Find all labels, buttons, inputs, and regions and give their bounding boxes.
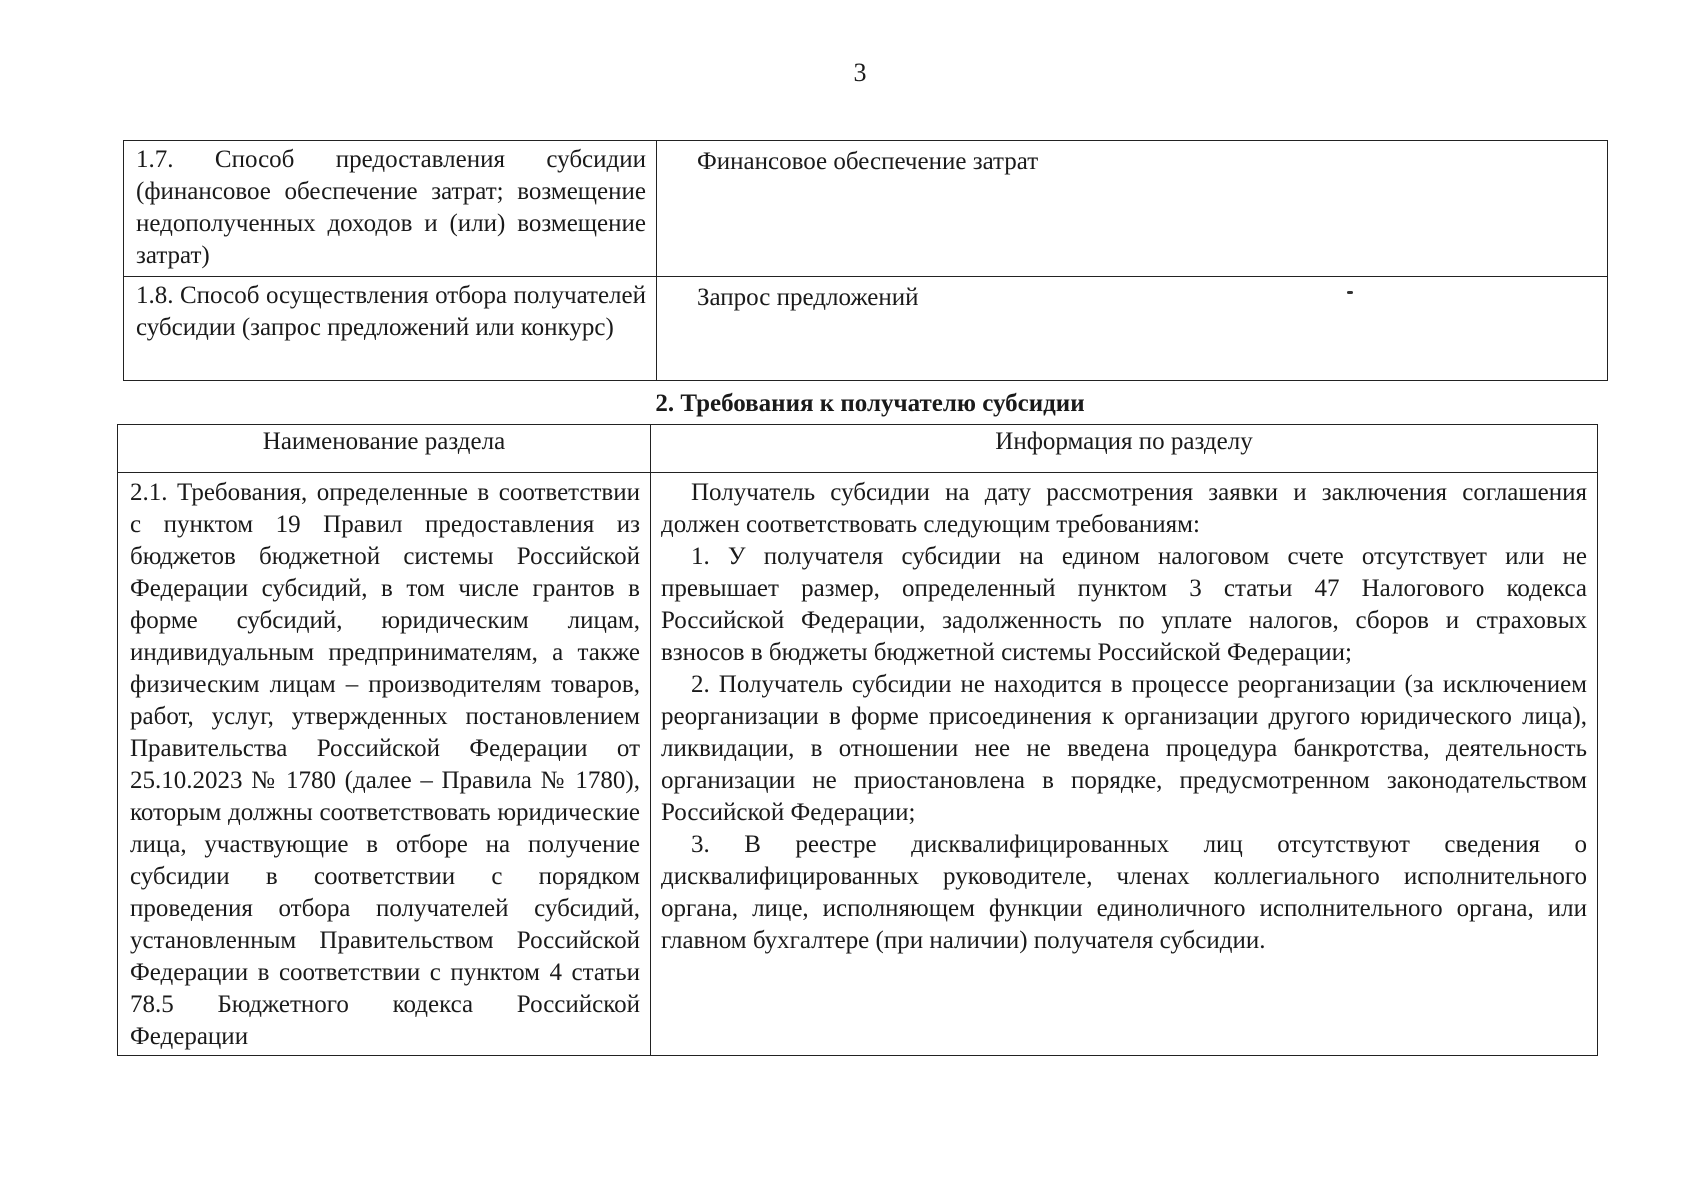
column-header-section-name: Наименование раздела	[118, 425, 651, 473]
requirement-item-3: 3. В реестре дисквалифицированных лиц отсутствуют сведения о дисквалифицированных руководителе, членах коллегиального исполнительного органа, лице, исполняющем функции единоличного исполнительного органа, или главном бухгалтере (при наличии) получателя субсидии.	[661, 831, 1587, 954]
page-number: 3	[853, 58, 867, 87]
section-title: 2. Требования к получателю субсидии	[655, 390, 1085, 417]
row-label-1-7: 1.7. Способ предоставления субсидии (финансовое обеспечение затрат; возмещение недополученных доходов и (или) возмещение затрат)	[124, 141, 657, 277]
row-value-1-8: Запрос предложений	[657, 277, 1608, 381]
requirements-intro: Получатель субсидии на дату рассмотрения заявки и заключения соглашения должен соответствовать следующим требованиям:	[661, 479, 1587, 538]
column-header-section-info: Информация по разделу	[651, 425, 1598, 473]
table-row	[124, 141, 1608, 277]
requirements-text	[651, 473, 1598, 1056]
table-row	[118, 473, 1598, 1056]
row-value-1-7: Финансовое обеспечение затрат	[657, 141, 1608, 277]
subsidy-method-table	[123, 140, 1608, 381]
stray-pen-mark	[1347, 291, 1353, 294]
table-row	[124, 277, 1608, 381]
requirements-table	[117, 424, 1598, 1056]
requirement-item-1: 1. У получателя субсидии на едином налоговом счете отсутствует или не превышает размер, определенный пунктом 3 статьи 47 Налогового кодекса Российской Федерации, задолженность по уплате налогов, сборов и страховых взносов в бюджеты бюджетной системы Российской Федерации;	[661, 543, 1587, 666]
table-header-row	[118, 425, 1598, 473]
row-label-1-8: 1.8. Способ осуществления отбора получателей субсидии (запрос предложений или конкурс)	[124, 277, 657, 381]
row-label-2-1: 2.1. Требования, определенные в соответствии с пунктом 19 Правил предоставления из бюджетов бюджетной системы Российской Федерации субсидий, в том числе грантов в форме субсидий, юридическим лицам, индивидуальным предпринимателям, а также физическим лицам – производителям товаров, работ, услуг, утвержденных постановлением Правительства Российской Федерации от 25.10.2023 № 1780 (далее – Правила № 1780), которым должны соответствовать юридические лица, участвующие в отборе на получение субсидии в соответствии с порядком проведения отбора получателей субсидий, установленным Правительством Российской Федерации в соответствии с пунктом 4 статьи 78.5 Бюджетного кодекса Российской Федерации	[118, 473, 651, 1056]
requirement-item-2: 2. Получатель субсидии не находится в процессе реорганизации (за исключением реорганизации в форме присоединения к организации другого юридического лица), ликвидации, в отношении нее не введена процедура банкротства, деятельность организации не приостановлена в порядке, предусмотренном законодательством Российской Федерации;	[661, 671, 1587, 826]
